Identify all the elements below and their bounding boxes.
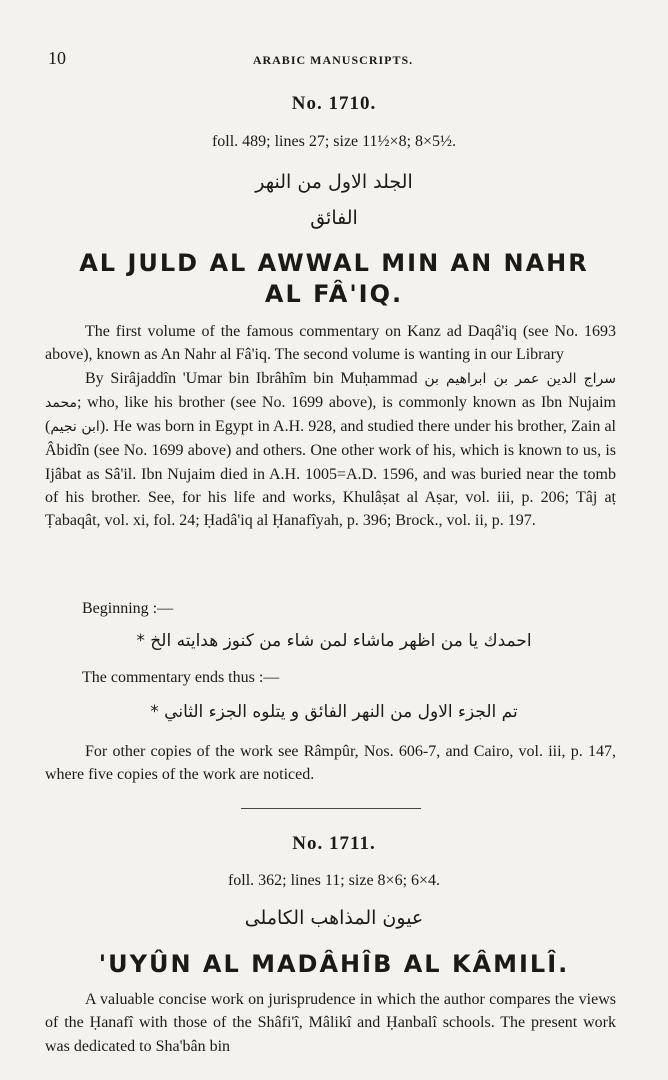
running-title: ARABIC MANUSCRIPTS. <box>252 53 414 67</box>
copies-note <box>45 740 616 787</box>
entry-number: No. 1710. <box>291 93 377 114</box>
entry-collation: foll. 489; lines 27; size 11½×8; 8×5½. <box>211 133 457 150</box>
entry-description <box>45 320 616 533</box>
ending-quote: تم الجزء الاول من النهر الفائق و يتلوه الجزء الثاني * <box>150 702 518 722</box>
work-title-line: AL JULD AL AWWAL MIN AN NAHR <box>79 249 589 277</box>
entry-collation: foll. 362; lines 11; size 8×6; 6×4. <box>227 872 441 889</box>
author-text: ; who, like his brother (see No. 1699 above), is commonly known as Ibn Nujaim ( <box>45 393 616 436</box>
beginning-quote: احمدك يا من اظهر ماشاء لمن شاء من كنوز هدايته الخ * <box>136 631 532 651</box>
ibn-nujaim-arabic: ابن نجيم <box>50 419 100 436</box>
work-title <box>40 248 628 310</box>
description-paragraph: A valuable concise work on jurisprudence in which the author compares the views of the Ḥanafî with those of the Shâfi'î, Mâlikî and Ḥanbalî schools. The present work was dedicated to Sha'bân bin <box>45 991 616 1055</box>
author-arabic-name: سراج الدين عمر بن ابراهيم بن محمد <box>45 370 617 411</box>
entry-description <box>45 988 616 1058</box>
page-number: 10 <box>48 48 66 68</box>
arabic-title: الجلد الاول من النهر <box>255 171 413 193</box>
arabic-title: عيون المذاهب الكاملى <box>244 907 424 929</box>
running-head <box>48 48 618 70</box>
beginning-label: Beginning :— <box>82 600 174 617</box>
entry-number: No. 1711. <box>292 833 376 854</box>
copies-paragraph: For other copies of the work see Râmpûr, Nos. 606-7, and Cairo, vol. iii, p. 147, where five copies of the work are noticed. <box>45 743 616 784</box>
arabic-title-continued: الفائق <box>310 207 358 229</box>
author-paragraph <box>45 367 616 533</box>
work-title-line: AL FÂ'IQ. <box>264 280 404 308</box>
ending-label: The commentary ends thus :— <box>82 669 280 686</box>
work-title: 'UYÛN AL MADÂHÎB AL KÂMILÎ. <box>98 950 570 978</box>
author-text: ). He was born in Egypt in A.H. 928, and studied there under his brother, Zain al Âbidîn (see No. 1699 above) and others. One other work of his, which is known to us, is Ijâbat as Sâ'il. Ibn Nujaim died in A.H. 1005=A.D. 1596, and was buried near the tomb of his brother. See, for his life and works, Khulâṣat al Aṣar, vol. iii, p. 206; Tâj aṭ Ṭabaqât, vol. xi, fol. 24; Ḥadâ'iq al Ḥanafîyah, p. 396; Brock., vol. ii, p. 197. <box>45 418 616 530</box>
description-paragraph: The first volume of the famous commentary on Kanz ad Daqâ'iq (see No. 1693 above), known as An Nahr al Fâ'iq. The second volume is wanting in our Library <box>45 323 616 364</box>
author-text: By Sirâjaddîn 'Umar bin Ibrâhîm bin Muḥammad <box>85 369 418 387</box>
section-divider <box>241 808 421 809</box>
